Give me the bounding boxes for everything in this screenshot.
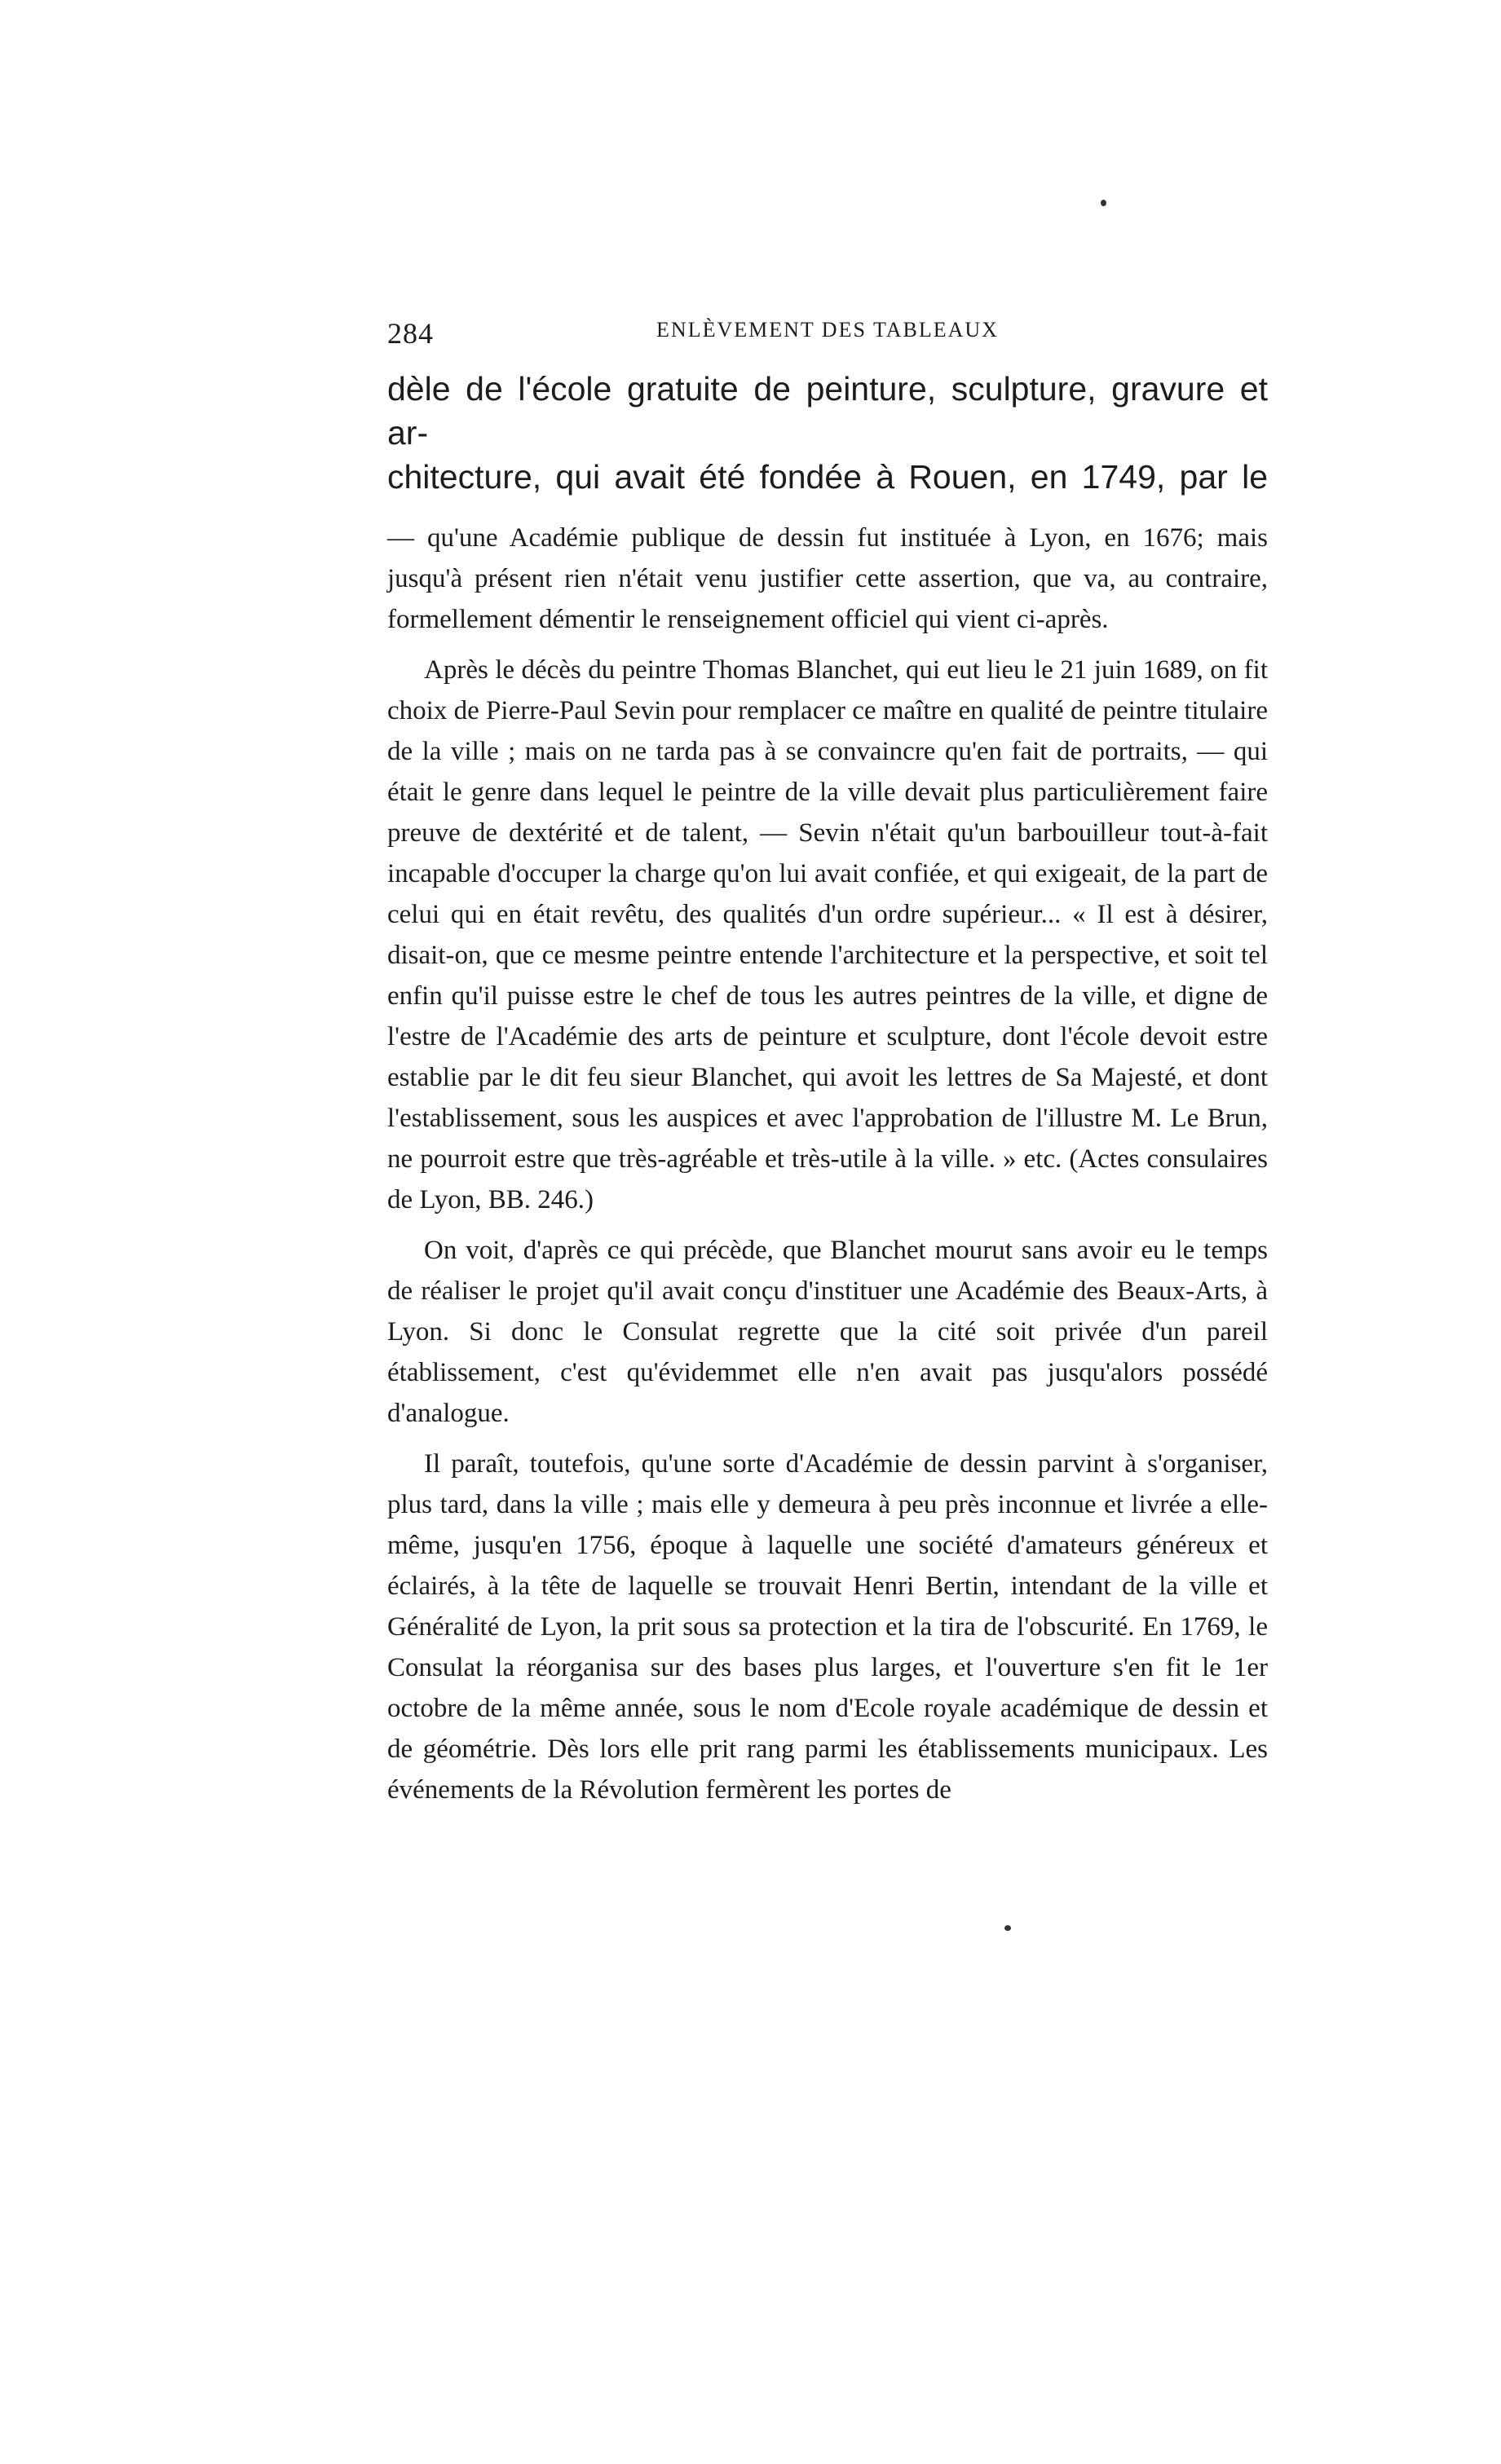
paragraph-1: — qu'une Académie publique de dessin fut instituée à Lyon, en 1676; mais jusqu'à présent rien n'était venu justifier cette assertion, que va, au contraire, formellement démentir le renseignement officiel qui vient ci-après. bbox=[387, 523, 1268, 634]
ink-speck bbox=[1004, 1925, 1011, 1931]
carryover-text bbox=[387, 367, 1268, 499]
body-text bbox=[387, 518, 1268, 1820]
ink-speck bbox=[1101, 200, 1106, 206]
paragraph-4: Il paraît, toutefois, qu'une sorte d'Académie de dessin parvint à s'organiser, plus tard, dans la ville ; mais elle y demeura à peu près inconnue et livrée a elle-même, jusqu'en 1756, époque à laquelle une société d'amateurs généreux et éclairés, à la tête de laquelle se trouvait Henri Bertin, intendant de la ville et Généralité de Lyon, la prit sous sa protection et la tira de l'obscurité. En 1769, le Consulat la réorganisa sur des bases plus larges, et l'ouverture s'en fit le 1er octobre de la même année, sous le nom d'Ecole royale académique de dessin et de géométrie. Dès lors elle prit rang parmi les établissements municipaux. Les événements de la Révolution fermèrent les portes de bbox=[387, 1449, 1268, 1805]
carryover-line-2: chitecture, qui avait été fondée à Rouen, en 1749, par le bbox=[387, 458, 1268, 496]
page-number: 284 bbox=[387, 317, 434, 350]
paragraph-3: On voit, d'après ce qui précède, que Blanchet mourut sans avoir eu le temps de réaliser le projet qu'il avait conçu d'instituer une Académie des Beaux-Arts, à Lyon. Si donc le Consulat regrette que la cité soit privée d'un pareil établissement, c'est qu'évidemmet elle n'en avait pas jusqu'alors possédé d'analogue. bbox=[387, 1236, 1268, 1428]
carryover-line-1: dèle de l'école gratuite de peinture, sculpture, gravure et ar- bbox=[387, 370, 1268, 452]
paragraph-2: Après le décès du peintre Thomas Blanchet, qui eut lieu le 21 juin 1689, on fit choix de Pierre-Paul Sevin pour remplacer ce maître en qualité de peintre titulaire de la ville ; mais on ne tarda pas à se convaincre qu'en fait de portraits, — qui était le genre dans lequel le peintre de la ville devait plus particulièrement faire preuve de dextérité et de talent, — Sevin n'était qu'un barbouilleur tout-à-fait incapable d'occuper la charge qu'on lui avait confiée, et qui exigeait, de la part de celui qui en était revêtu, des qualités d'un ordre supérieur... « Il est à désirer, disait-on, que ce mesme peintre entende l'architecture et la perspective, et soit tel enfin qu'il puisse estre le chef de tous les autres peintres de la ville, et digne de l'estre de l'Académie des arts de peinture et sculpture, dont l'école devoit estre establie par le dit feu sieur Blanchet, qui avoit les lettres de Sa Majesté, et dont l'establissement, sous les auspices et avec l'approbation de l'illustre M. Le Brun, ne pourroit estre que très-agréable et très-utile à la ville. » etc. (Actes consulaires de Lyon, BB. 246.) bbox=[387, 655, 1268, 1214]
running-title: ENLÈVEMENT DES TABLEAUX bbox=[656, 318, 999, 342]
